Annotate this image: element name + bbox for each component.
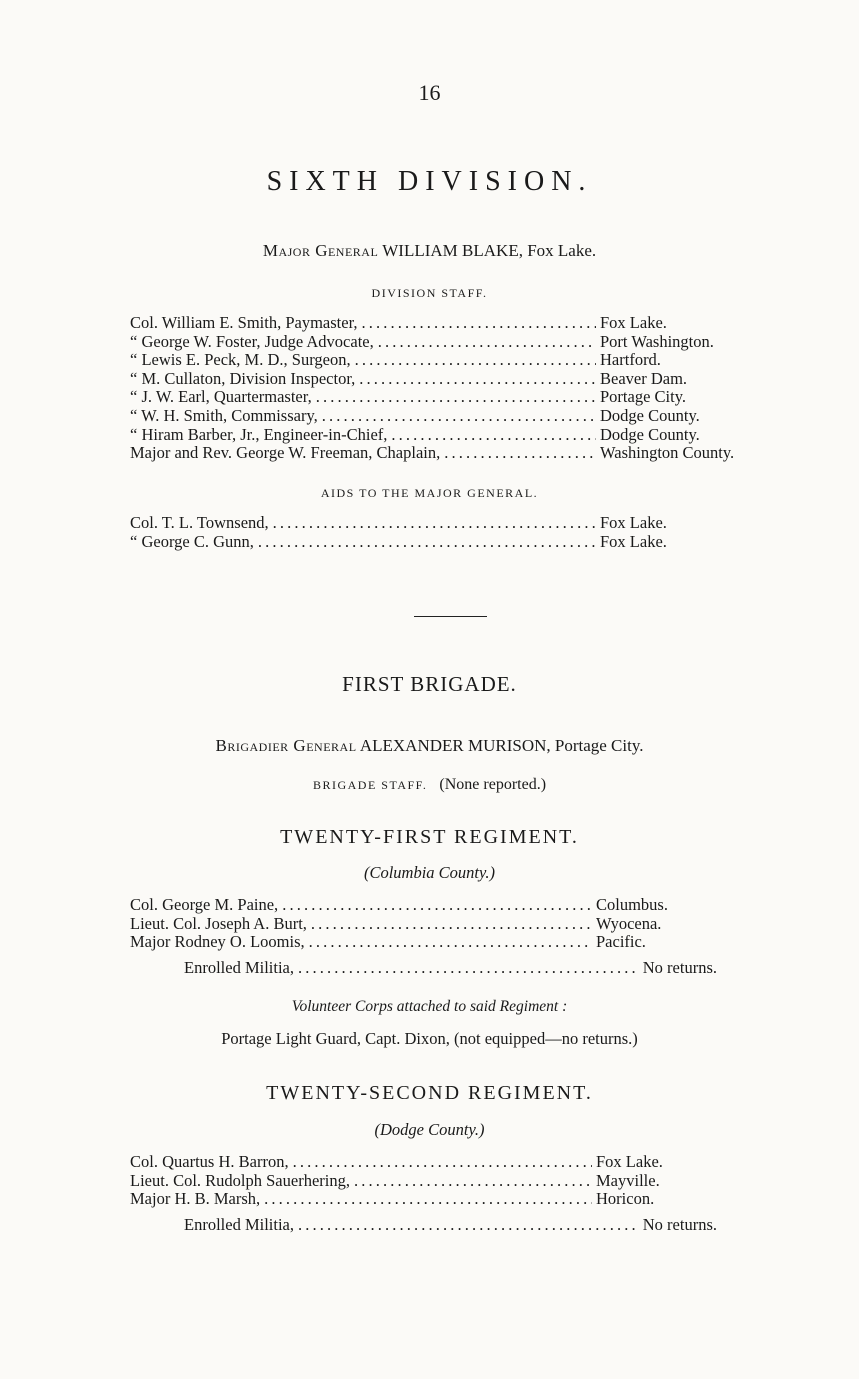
leader-dots [322,407,596,426]
list-item [130,533,770,552]
list-item [184,959,717,978]
officer-name: Major Rodney O. Loomis, [130,932,305,952]
officer-place: Horicon. [596,1189,655,1209]
volunteer-line: Portage Light Guard, Capt. Dixon, (not equipped—no returns.) [221,1029,638,1048]
staff-name: Col. William E. Smith, Paymaster, [130,313,358,332]
leader-dots [316,388,596,407]
militia-label: Enrolled Militia, [184,1215,294,1234]
volunteer-heading: Volunteer Corps attached to said Regiment : [291,998,568,1015]
officer-name: Lieut. Col. Rudolph Sauerhering, [130,1170,350,1190]
officer-name: Lieut. Col. Joseph A. Burt, [130,913,307,933]
leader-dots [258,533,596,552]
general-name: WILLIAM BLAKE, [382,241,523,260]
officer-place: Fox Lake. [596,1152,663,1171]
leader-dots [309,933,592,952]
division-title: SIXTH DIVISION. [266,166,593,197]
staff-name: “ George W. Foster, Judge Advocate, [130,331,374,351]
leader-dots [282,896,592,915]
brigade-general-line [0,736,859,756]
brigade-staff-heading: BRIGADE STAFF. [312,778,428,792]
regiment-21-title: TWENTY-FIRST REGIMENT. [280,826,579,848]
officer-place: Mayville. [596,1170,660,1190]
leader-dots [311,915,592,934]
list-item [184,1216,717,1235]
list-item [130,426,770,445]
leader-dots [293,1153,592,1172]
general-rank: Brigadier General [215,736,357,755]
list-item [130,915,686,934]
brigade-title: FIRST BRIGADE. [342,672,517,696]
list-item [130,444,770,463]
officer-name: Major H. B. Marsh, [130,1189,261,1209]
leader-dots [359,370,596,389]
officer-place: Wyocena. [596,913,662,933]
staff-name: “ W. H. Smith, Commissary, [130,405,318,425]
brigade-staff-line [0,776,859,794]
staff-place: Port Washington. [600,331,714,351]
list-item [130,514,770,533]
general-place: Fox Lake. [527,241,597,260]
section-divider [414,616,487,617]
staff-place: Hartford. [600,350,661,370]
regiment-21-county: (Columbia County.) [363,863,496,882]
list-item [130,314,770,333]
officer-name: Col. George M. Paine, [130,895,279,914]
staff-place: Fox Lake. [600,313,667,332]
staff-place: Dodge County. [600,405,700,425]
brigade-staff-note: (None reported.) [439,776,547,793]
general-rank: Major General [262,241,379,260]
officer-name: Col. Quartus H. Barron, [130,1152,289,1171]
list-item [130,370,770,389]
aid-name: “ George C. Gunn, [130,531,254,551]
staff-name: “ Hiram Barber, Jr., Engineer-in-Chief, [130,424,388,444]
staff-name: “ M. Cullaton, Division Inspector, [130,368,356,388]
regiment-21-officers [130,896,686,952]
list-item [130,896,686,915]
militia-label: Enrolled Militia, [184,958,294,977]
list-item [130,351,770,370]
leader-dots [273,514,596,533]
militia-value: No returns. [642,1215,717,1234]
leader-dots [362,314,596,333]
leader-dots [298,959,639,978]
leader-dots [391,426,596,445]
staff-place: Washington County. [600,443,735,463]
list-item [130,388,770,407]
staff-place: Beaver Dam. [600,368,688,388]
list-item [130,933,686,952]
general-name: ALEXANDER MURISON, [359,736,551,755]
list-item [130,407,770,426]
aids-heading: AIDS TO THE MAJOR GENERAL. [320,486,539,500]
officer-place: Columbus. [596,895,668,914]
leader-dots [378,333,596,352]
staff-place: Dodge County. [600,424,700,444]
staff-name: Major and Rev. George W. Freeman, Chaplain, [130,443,441,463]
militia-value: No returns. [642,958,717,977]
general-place: Portage City. [554,736,644,755]
page-number: 16 [418,80,441,105]
leader-dots [354,1172,592,1191]
regiment-22-title: TWENTY-SECOND REGIMENT. [266,1082,593,1104]
aid-place: Fox Lake. [600,513,667,532]
leader-dots [444,444,596,463]
staff-place: Portage City. [600,387,687,407]
list-item [130,1153,686,1172]
regiment-22-officers [130,1153,686,1209]
aids-list [130,514,770,551]
regiment-22-militia [184,1216,717,1235]
leader-dots [298,1216,639,1235]
staff-name: “ Lewis E. Peck, M. D., Surgeon, [130,350,351,370]
aid-place: Fox Lake. [600,531,667,551]
leader-dots [355,351,596,370]
division-general-line [0,241,859,261]
list-item [130,1190,686,1209]
regiment-22-county: (Dodge County.) [374,1120,485,1139]
staff-name: “ J. W. Earl, Quartermaster, [130,387,312,407]
division-staff-heading: DIVISION STAFF. [371,286,488,300]
officer-place: Pacific. [596,932,646,952]
aid-name: Col. T. L. Townsend, [130,513,269,532]
leader-dots [264,1190,592,1209]
list-item [130,333,770,352]
list-item [130,1172,686,1191]
division-staff-list [130,314,770,463]
regiment-21-militia [184,959,717,978]
